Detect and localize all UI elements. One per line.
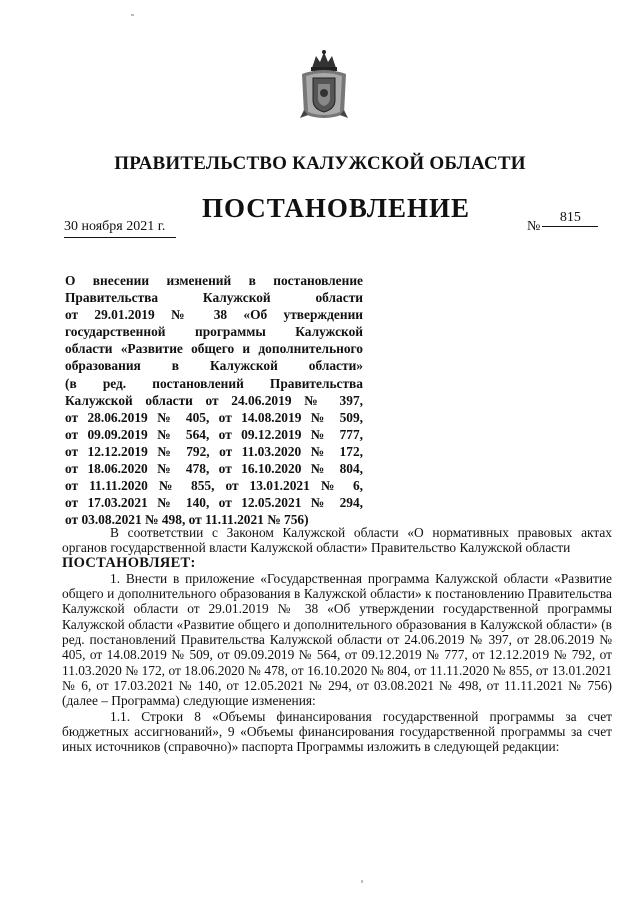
subject-line: образования в Калужской области» — [65, 358, 363, 374]
subject-line: Правительства Калужской области — [65, 290, 363, 306]
subject-line: от 17.03.2021 № 140, от 12.05.2021 № 294, — [65, 495, 363, 511]
document-body — [62, 525, 612, 754]
subject-line: от 29.01.2019 № 38 «Об утверждении — [65, 307, 363, 323]
government-title: ПРАВИТЕЛЬСТВО КАЛУЖСКОЙ ОБЛАСТИ — [114, 153, 526, 174]
subject-line: государственной программы Калужской — [65, 324, 363, 340]
scan-speck — [361, 880, 363, 883]
subject-line: от 09.09.2019 № 564, от 09.12.2019 № 777, — [65, 426, 363, 442]
subject-line: от 28.06.2019 № 405, от 14.08.2019 № 509, — [65, 409, 363, 425]
decree-keyword: ПОСТАНОВЛЯЕТ: — [62, 554, 196, 571]
subject-line: от 12.12.2019 № 792, от 11.03.2020 № 172, — [65, 443, 363, 459]
number-label: № — [527, 219, 541, 234]
preamble-paragraph: В соответствии с Законом Калужской области «О нормативных правовых актах органов государственной власти Калужской области» Правительство Калужской области — [62, 525, 612, 556]
subject-line: от 03.08.2021 № 498, от 11.11.2021 № 756) — [65, 512, 309, 528]
subject-line: О внесении изменений в постановление — [65, 273, 363, 288]
item-1-paragraph: 1. Внести в приложение «Государственная программа Калужской области «Развитие общего и дополнительного образования в Калужской области» к постановлению Правительства Калужской области от 29.01.2019 № 38 «Об утверждении государственной программы Калужской области «Развитие общего и дополнительного образования в Калужской области» (в ред. постановлений Правительства Калужской области от 24.06.2019 № 397, от 28.06.2019 № 405, от 14.08.2019 № 509, от 09.09.2019 № 564, от 09.12.2019 № 777, от 12.12.2019 № 792, от 11.03.2020 № 172, от 18.06.2020 № 478, от 16.10.2020 № 804, от 11.11.2020 № 855, от 13.01.2021 № 6, от 17.03.2021 № 140, от 12.05.2021 № 294, от 03.08.2021 № 498, от 11.11.2021 № 756) (далее – Программа) следующие изменения: — [62, 570, 612, 709]
subject-line: области «Развитие общего и дополнительного — [65, 341, 363, 357]
document-type-title: ПОСТАНОВЛЕНИЕ — [201, 193, 471, 223]
subject-line: от 11.11.2020 № 855, от 13.01.2021 № 6, — [65, 478, 363, 494]
document-number — [527, 210, 598, 235]
scan-speck — [131, 14, 134, 16]
kaluga-coat-of-arms-icon — [298, 48, 350, 122]
item-1-1-paragraph: 1.1. Строки 8 «Объемы финансирования государственной программы за счет бюджетных ассигнований», 9 «Объемы финансирования государственной программы за счет иных источников (справочно)» паспорта Программы изложить в следующей редакции: — [62, 708, 612, 755]
subject-line: от 18.06.2020 № 478, от 16.10.2020 № 804, — [65, 461, 363, 477]
document-date: 30 ноября 2021 г. — [64, 219, 176, 238]
number-value: 815 — [542, 210, 598, 227]
subject-line: (в ред. постановлений Правительства — [65, 375, 363, 391]
document-subject — [65, 272, 363, 528]
subject-line: Калужской области от 24.06.2019 № 397, — [65, 392, 363, 408]
